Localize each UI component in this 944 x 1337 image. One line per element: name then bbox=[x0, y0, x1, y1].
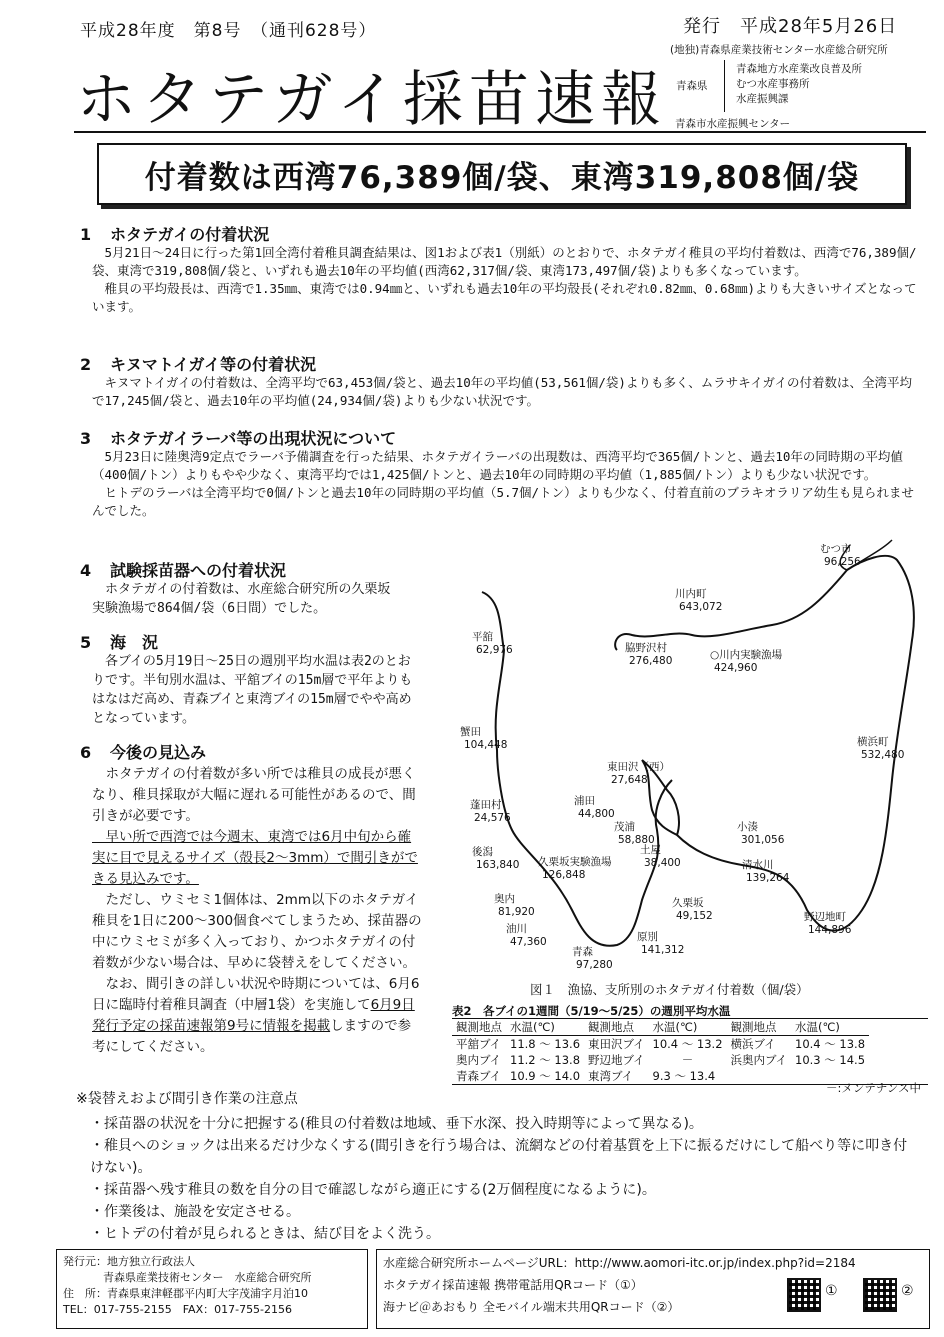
paragraph: ただし、ウミセミ1個体は、2mm以下のホタテガイ稚貝を1日に200～300個食べてしまうため、採苗器の中にウミセミが多く入っており、かつホタテガイの付着数が少ない場合は、早めに袋替えをしてください。 bbox=[92, 892, 422, 971]
note-item: ・作業後は、施設を安定させる。 bbox=[90, 1204, 300, 1220]
section-title: キヌマトイガイ等の付着状況 bbox=[110, 355, 317, 374]
section-1-heading bbox=[80, 222, 269, 245]
section-number: 4 bbox=[80, 561, 92, 580]
map-label-name: 蟹田 bbox=[460, 726, 481, 738]
coastline-north bbox=[615, 570, 847, 650]
map-label-name: 平舘 bbox=[472, 631, 493, 643]
table-cell: 10.4 ～ 13.8 bbox=[795, 1037, 866, 1051]
agency-item: 水産振興課 bbox=[736, 93, 789, 105]
paragraph: ホタテガイの付着数は、水産総合研究所の久栗坂実験漁場で864個/袋（6日間）でした。 bbox=[92, 582, 391, 616]
table-cell: 10.9 ～ 14.0 bbox=[510, 1069, 581, 1083]
map-label-name: 久栗坂実験漁場 bbox=[538, 856, 612, 868]
map-label-name: 浦田 bbox=[574, 795, 595, 807]
table-cell: 奥内ブイ bbox=[456, 1053, 501, 1067]
publisher-phone: TEL：017-755-2155 FAX：017-755-2156 bbox=[63, 1303, 293, 1316]
table-header: 水温(℃) bbox=[795, 1020, 840, 1034]
table-cell: 浜奥内ブイ bbox=[730, 1053, 787, 1067]
map-label-name: 野辺地町 bbox=[804, 911, 846, 923]
table2-title: 表2 各ブイの1週間（5/19～5/25）の週別平均水温 bbox=[452, 1004, 731, 1018]
publisher-label: 発行元：地方独立行政法人 bbox=[63, 1255, 195, 1268]
water-temp-table bbox=[452, 1019, 869, 1084]
map-label-name: ○川内実験漁場 bbox=[710, 649, 783, 661]
section-6-body bbox=[92, 764, 422, 1058]
map-label-name: 川内町 bbox=[675, 588, 707, 600]
table-header: 水温(℃) bbox=[510, 1020, 555, 1034]
map-label-name: 小湊 bbox=[737, 821, 758, 833]
agency-item: むつ水産事務所 bbox=[736, 78, 810, 90]
section-number: 3 bbox=[80, 429, 92, 448]
text: しますので参考にしてください。 bbox=[92, 1018, 412, 1055]
paragraph bbox=[92, 974, 422, 1058]
qr-code-1-icon[interactable] bbox=[787, 1278, 821, 1312]
table-header: 観測地点 bbox=[588, 1020, 635, 1034]
table-cell: 東田沢ブイ bbox=[588, 1037, 645, 1051]
table-cell: 横浜ブイ bbox=[730, 1037, 776, 1051]
section-4-heading bbox=[80, 558, 286, 581]
note-item: ・ヒトデの付着が見られるときは、結び目をよく洗う。 bbox=[90, 1226, 440, 1242]
table-cell: 平舘ブイ bbox=[456, 1037, 501, 1051]
publisher-box bbox=[56, 1249, 368, 1329]
section-5-body bbox=[92, 652, 422, 728]
publisher-address: 住 所：青森県東津軽郡平内町大字茂浦字月泊10 bbox=[63, 1287, 308, 1300]
table-cell: － bbox=[681, 1053, 694, 1067]
table-header: 観測地点 bbox=[730, 1020, 777, 1034]
table-cell: 青森ブイ bbox=[456, 1069, 501, 1083]
issue-date: 発行 平成28年5月26日 bbox=[683, 16, 898, 37]
map-label-value: 276,480 bbox=[629, 655, 673, 667]
prefecture-label: 青森県 bbox=[676, 80, 708, 92]
paragraph: 各ブイの5月19日～25日の週別平均水温は表2のとおりです。半旬別水温は、平舘ブイの15m層で平年よりもはなはだ高め、青森ブイと東湾ブイの15m層でやや高めとなっています。 bbox=[92, 654, 413, 726]
issue-number: 平成28年度 第8号 （通刊628号） bbox=[80, 21, 377, 41]
map-labels bbox=[460, 542, 904, 971]
paragraph: キヌマトイガイの付着数は、全湾平均で63,453個/袋と、過去10年の平均値(53,561個/袋)よりも多く、ムラサキイガイの付着数は、全湾平均で17,245個/袋と、過去10年の平均値(24,934個/袋)よりも少ない状況です。 bbox=[92, 375, 912, 408]
section-4-body bbox=[92, 580, 392, 618]
section-number: 2 bbox=[80, 355, 92, 374]
map-label-value: 141,312 bbox=[641, 944, 685, 956]
maintenance-note: －:メンテナンス中 bbox=[826, 1081, 921, 1095]
paragraph: 稚貝の平均殻長は、西湾で1.35㎜、東湾では0.94㎜と、いずれも過去10年の平均殻長(それぞれ0.82㎜、0.68㎜)よりも大きいサイズとなっています。 bbox=[92, 281, 917, 314]
section-6-heading bbox=[80, 740, 206, 763]
map-label-name: 久栗坂 bbox=[672, 897, 704, 909]
map-label-value: 144,896 bbox=[808, 924, 852, 936]
map-label-value: 62,976 bbox=[476, 644, 513, 656]
map-label-value: 58,880 bbox=[618, 834, 655, 846]
section-3-body bbox=[92, 448, 922, 520]
map-caption: 図１ 漁協、支所別のホタテガイ付着数（個/袋） bbox=[530, 982, 809, 997]
section-title: ホタテガイラーバ等の出現状況について bbox=[110, 429, 397, 448]
newsletter-title: ホタテガイ採苗速報 bbox=[76, 65, 667, 135]
publisher-name: 青森県産業技術センター 水産総合研究所 bbox=[103, 1271, 312, 1284]
paragraph-underlined: 早い所で西湾では今週末、東湾では6月中旬から確実に目で見えるサイズ（殻長2～3mm）で間引きができる見込みです。 bbox=[92, 829, 418, 887]
paragraph: 5月21日～24日に行った第1回全湾付着稚貝調査結果は、図1および表1（別紙）のとおりで、ホタテガイ稚貝の平均付着数は、西湾で76,389個/袋、東湾で319,808個/袋と、いずれも過去10年の平均値(西湾62,317個/袋、東湾173,497個/袋)よりも多くなっています。 bbox=[92, 245, 917, 278]
homepage-url[interactable]: 水産総合研究所ホームページURL：http://www.aomori-itc.or.jp/index.php?id=2184 bbox=[383, 1256, 856, 1270]
map-label-value: 139,264 bbox=[746, 872, 790, 884]
note-item: ・稚貝へのショックは出来るだけ少なくする(間引きを行う場合は、流網などの付着基質を上下に振るだけにして船べり等に叩き付けない)。 bbox=[90, 1138, 908, 1176]
map-label-value: 47,360 bbox=[510, 936, 547, 948]
agency-item: 青森地方水産業改良普及所 bbox=[736, 63, 862, 75]
section-title: 今後の見込み bbox=[110, 743, 207, 762]
headline-box bbox=[97, 143, 907, 205]
map-label-name: 横浜町 bbox=[857, 736, 889, 748]
text: なお、間引きの詳しい状況や時期については、6月6日に臨時付着稚貝調査（中層1袋）を実施して bbox=[92, 976, 420, 1013]
section-3-heading bbox=[80, 426, 396, 449]
note-item: ・採苗器へ残す稚貝の数を自分の目で確認しながら適正にする(2万個程度になるように)。 bbox=[90, 1182, 656, 1198]
map-label-name: 油川 bbox=[506, 923, 527, 935]
map-label-name: むつ市 bbox=[820, 543, 852, 555]
table-cell: 11.2 ～ 13.8 bbox=[510, 1053, 581, 1067]
table-row bbox=[452, 1036, 869, 1053]
map-label-value: 97,280 bbox=[576, 959, 613, 971]
section-title: 試験採苗器への付着状況 bbox=[110, 561, 287, 580]
table-header: 水温(℃) bbox=[652, 1020, 698, 1034]
map-label-name: 後潟 bbox=[472, 846, 493, 858]
map-label-name: 茂浦 bbox=[614, 821, 635, 833]
notes-heading: ※袋替えおよび間引き作業の注意点 bbox=[76, 1091, 298, 1107]
map-label-value: 38,400 bbox=[644, 857, 681, 869]
paragraph: ホタテガイの付着数が多い所では稚貝の成長が悪くなり、稚貝採取が大幅に遅れる可能性があるので、間引きが必要です。 bbox=[92, 766, 416, 824]
map-label-name: 東田沢（西） bbox=[607, 761, 670, 773]
note-item: ・採苗器の状況を十分に把握する(稚貝の付着数は地域、垂下水深、投入時期等によって異なる)。 bbox=[90, 1116, 703, 1132]
map-label-value: 96,256 bbox=[824, 556, 861, 568]
table-cell: 10.3 ～ 14.5 bbox=[795, 1053, 866, 1067]
table-cell: 野辺地ブイ bbox=[588, 1053, 645, 1067]
map-label-name: 奥内 bbox=[494, 893, 515, 905]
notes-list bbox=[90, 1113, 920, 1245]
map-label-value: 44,800 bbox=[578, 808, 615, 820]
qr-code-2-mark: ② bbox=[901, 1283, 914, 1299]
map-label-value: 163,840 bbox=[476, 859, 520, 871]
section-5-heading bbox=[80, 630, 158, 653]
table-cell: 東湾ブイ bbox=[588, 1069, 633, 1083]
table-header: 観測地点 bbox=[456, 1020, 502, 1034]
section-number: 5 bbox=[80, 633, 92, 652]
map-label-name: 蓬田村 bbox=[470, 799, 502, 811]
qr1-description: ホタテガイ採苗速報 携帯電話用QRコード（①） bbox=[383, 1278, 643, 1292]
links-box bbox=[376, 1249, 930, 1329]
paragraph: 5月23日に陸奥湾9定点でラーバ予備調査を行った結果、ホタテガイラーバの出現数は、西湾平均で365個/トンと、過去10年の同時期の平均値（400個/トン）よりもやや少なく、東湾平均では1,425個/トンと、過去10年の同時期の平均値（1,885個/トン）よりも少ない状況です。 bbox=[92, 449, 903, 482]
map-label-value: 24,576 bbox=[474, 812, 511, 824]
map-label-value: 81,920 bbox=[498, 906, 535, 918]
map-label-name: 清水川 bbox=[742, 859, 774, 871]
map-label-value: 49,152 bbox=[676, 910, 713, 922]
qr-code-1-mark: ① bbox=[825, 1283, 838, 1299]
table-cell: 9.3 ～ 13.4 bbox=[652, 1069, 716, 1083]
map-label-name: 土屋 bbox=[640, 844, 661, 856]
agency-aomori-city: 青森市水産振興センター bbox=[675, 118, 791, 130]
table2-wrapper bbox=[452, 1018, 928, 1085]
table-cell bbox=[727, 1068, 791, 1084]
qr2-description: 海ナビ＠あおもり 全モバイル端末共用QRコード（②） bbox=[383, 1300, 680, 1314]
table-row bbox=[452, 1068, 869, 1084]
map-label-value: 27,648 bbox=[611, 774, 648, 786]
section-title: ホタテガイの付着状況 bbox=[110, 225, 270, 244]
paragraph: ヒトデのラーバは全湾平均で0個/トンと過去10年の同時期の平均値（5.7個/トン）よりも少なく、付着直前のブラキオラリア幼生も見られませんでした。 bbox=[92, 485, 914, 518]
headline-text: 付着数は西湾76,389個/袋、東湾319,808個/袋 bbox=[144, 159, 860, 196]
table-cell: 10.4 ～ 13.2 bbox=[652, 1037, 723, 1051]
table-header-row bbox=[452, 1019, 869, 1036]
map-label-name: 青森 bbox=[572, 946, 593, 958]
mutsu-bay-map bbox=[442, 530, 940, 990]
section-title: 海 況 bbox=[110, 633, 159, 652]
map-label-value: 424,960 bbox=[714, 662, 758, 674]
section-1-body bbox=[92, 244, 922, 316]
map-label-value: 104,448 bbox=[464, 739, 508, 751]
section-2-heading bbox=[80, 352, 316, 375]
map-label-value: 126,848 bbox=[542, 869, 586, 881]
agency-list bbox=[736, 62, 862, 107]
map-label-name: 原別 bbox=[637, 931, 658, 943]
table-row bbox=[452, 1052, 869, 1068]
map-label-value: 532,480 bbox=[861, 749, 905, 761]
table-cell: 11.8 ～ 13.6 bbox=[510, 1037, 581, 1051]
text-underlined: 6月9日発行予定の採苗速報第9号に情報を掲載 bbox=[92, 997, 415, 1034]
map-label-value: 643,072 bbox=[679, 601, 723, 613]
map-label-name: 脇野沢村 bbox=[625, 642, 667, 654]
qr-code-2-icon[interactable] bbox=[863, 1278, 897, 1312]
agency-bracket bbox=[724, 60, 735, 112]
section-number: 6 bbox=[80, 743, 92, 762]
agency-research-institute: (地独)青森県産業技術センター水産総合研究所 bbox=[670, 44, 888, 56]
map-label-value: 301,056 bbox=[741, 834, 785, 846]
header-divider bbox=[74, 131, 926, 133]
section-2-body bbox=[92, 374, 922, 410]
section-number: 1 bbox=[80, 225, 92, 244]
